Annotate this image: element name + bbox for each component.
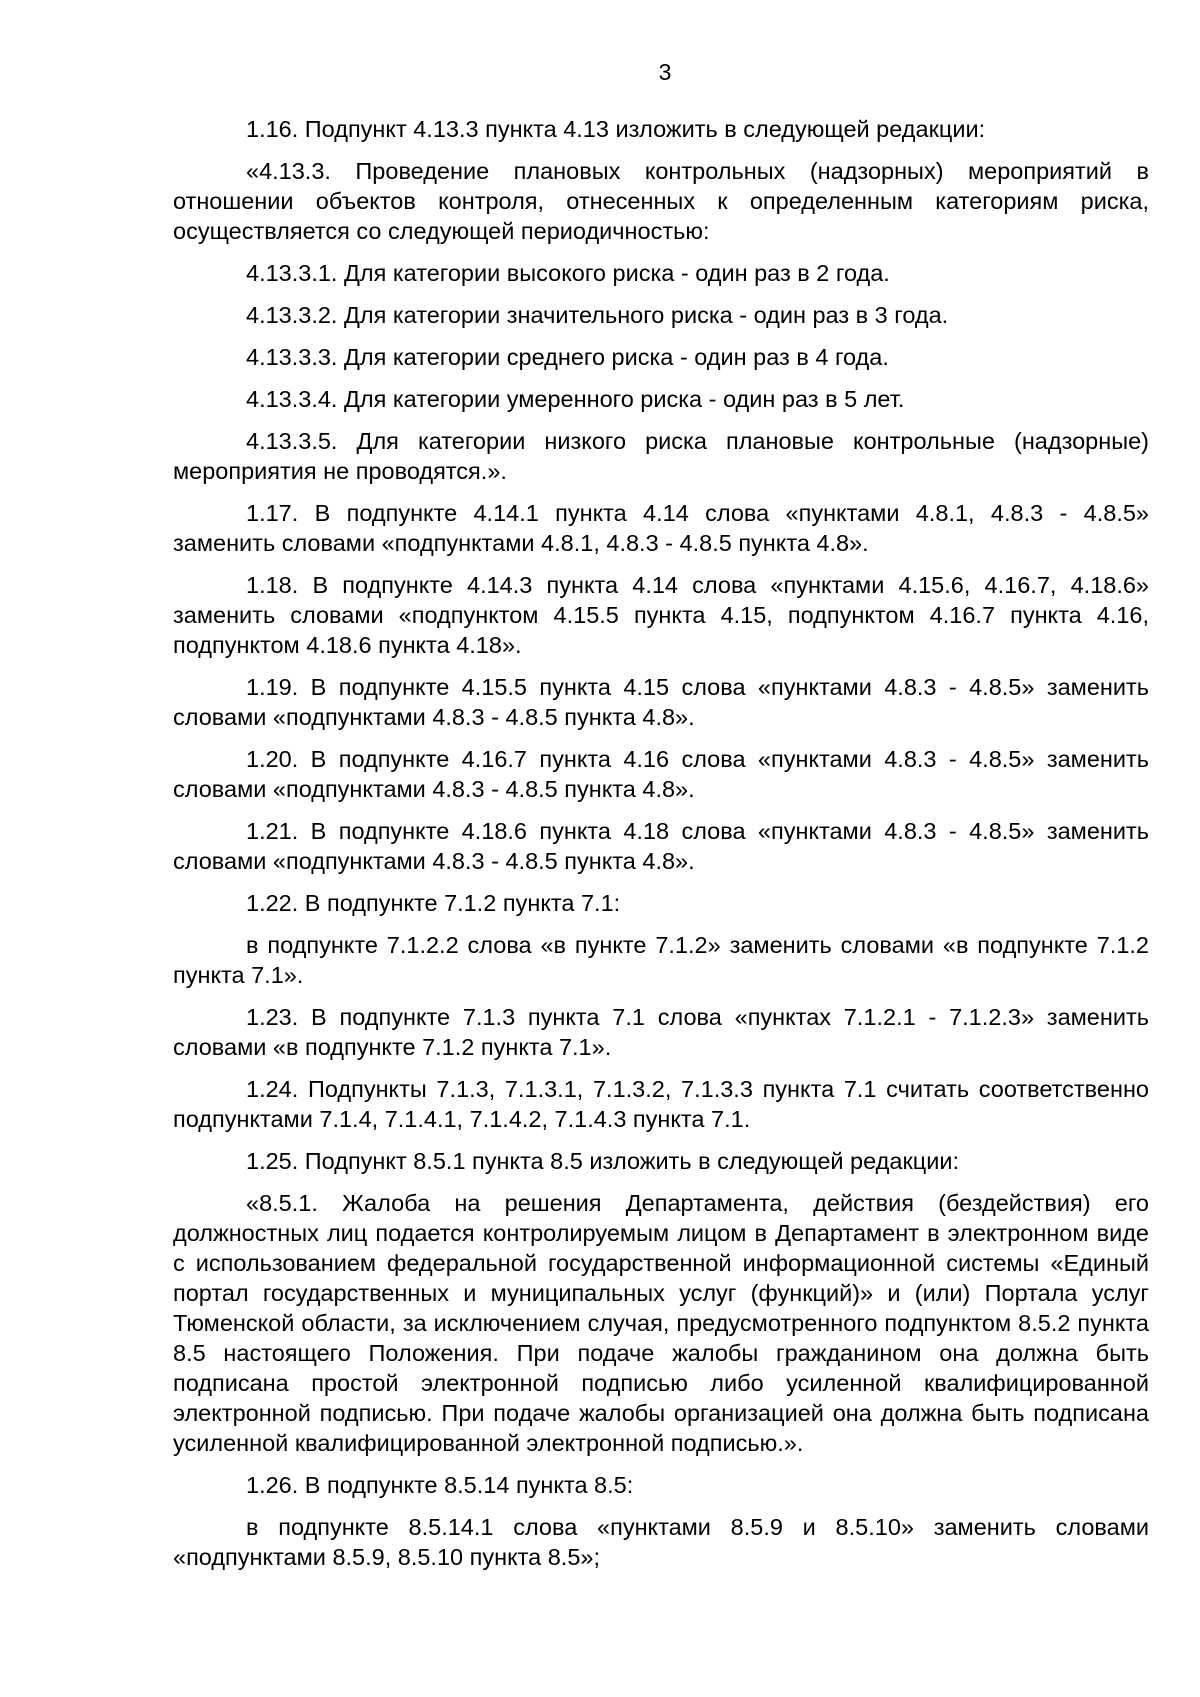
paragraph-4-13-3: «4.13.3. Проведение плановых контрольных (надзорных) мероприятий в отношении объектов контроля, отнесенных к определенным категориям риска, осуществляется со следующей периодичностью: xyxy=(173,158,1149,244)
paragraph-1-26-sub: в подпункте 8.5.14.1 слова «пунктами 8.5.9 и 8.5.10» заменить словами «подпунктами 8.5.9, 8.5.10 пункта 8.5»; xyxy=(173,1514,1149,1570)
paragraph-8-5-1: «8.5.1. Жалоба на решения Департамента, действия (бездействия) его должностных лиц подается контролируемым лицом в Департамент в электронном виде с использованием федеральной государственной информационной системы «Единый портал государственных и муниципальных услуг (функций)» и (или) Портала услуг Тюменской области, за исключением случая, предусмотренного подпунктом 8.5.2 пункта 8.5 настоящего Положения. При подаче жалобы гражданином она должна быть подписана простой электронной подписью либо усиленной квалифицированной электронной подписью. При подаче жалобы организацией она должна быть подписана усиленной квалифицированной электронной подписью.». xyxy=(173,1190,1149,1456)
paragraph-1-23: 1.23. В подпункте 7.1.3 пункта 7.1 слова «пунктах 7.1.2.1 - 7.1.2.3» заменить словами «в подпункте 7.1.2 пункта 7.1». xyxy=(173,1004,1149,1060)
paragraph-4-13-3-4: 4.13.3.4. Для категории умеренного риска - один раз в 5 лет. xyxy=(246,386,905,412)
paragraph-4-13-3-3: 4.13.3.3. Для категории среднего риска - один раз в 4 года. xyxy=(246,344,889,370)
paragraph-1-21: 1.21. В подпункте 4.18.6 пункта 4.18 слова «пунктами 4.8.3 - 4.8.5» заменить словами «подпунктами 4.8.3 - 4.8.5 пункта 4.8». xyxy=(173,818,1149,874)
page-number: 3 xyxy=(658,59,672,85)
paragraph-1-16: 1.16. Подпункт 4.13.3 пункта 4.13 изложить в следующей редакции: xyxy=(246,116,986,142)
paragraph-1-25: 1.25. Подпункт 8.5.1 пункта 8.5 изложить в следующей редакции: xyxy=(246,1148,959,1174)
paragraph-4-13-3-1: 4.13.3.1. Для категории высокого риска - один раз в 2 года. xyxy=(246,260,890,286)
paragraph-1-22-sub: в подпункте 7.1.2.2 слова «в пункте 7.1.2» заменить словами «в подпункте 7.1.2 пункта 7.1». xyxy=(173,932,1149,988)
paragraph-1-19: 1.19. В подпункте 4.15.5 пункта 4.15 слова «пунктами 4.8.3 - 4.8.5» заменить словами «подпунктами 4.8.3 - 4.8.5 пункта 4.8». xyxy=(173,674,1149,730)
document-body xyxy=(173,114,1149,1584)
paragraph-4-13-3-5: 4.13.3.5. Для категории низкого риска плановые контрольные (надзорные) мероприятия не проводятся.». xyxy=(173,428,1149,484)
paragraph-1-24: 1.24. Подпункты 7.1.3, 7.1.3.1, 7.1.3.2, 7.1.3.3 пункта 7.1 считать соответственно подпунктами 7.1.4, 7.1.4.1, 7.1.4.2, 7.1.4.3 пункта 7.1. xyxy=(173,1076,1149,1132)
paragraph-1-22: 1.22. В подпункте 7.1.2 пункта 7.1: xyxy=(246,890,621,916)
paragraph-1-26: 1.26. В подпункте 8.5.14 пункта 8.5: xyxy=(246,1472,634,1498)
paragraph-4-13-3-2: 4.13.3.2. Для категории значительного риска - один раз в 3 года. xyxy=(246,302,949,328)
paragraph-1-17: 1.17. В подпункте 4.14.1 пункта 4.14 слова «пунктами 4.8.1, 4.8.3 - 4.8.5» заменить словами «подпунктами 4.8.1, 4.8.3 - 4.8.5 пункта 4.8». xyxy=(173,500,1149,556)
paragraph-1-18: 1.18. В подпункте 4.14.3 пункта 4.14 слова «пунктами 4.15.6, 4.16.7, 4.18.6» заменить словами «подпунктом 4.15.5 пункта 4.15, подпунктом 4.16.7 пункта 4.16, подпунктом 4.18.6 пункта 4.18». xyxy=(173,572,1149,658)
paragraph-1-20: 1.20. В подпункте 4.16.7 пункта 4.16 слова «пунктами 4.8.3 - 4.8.5» заменить словами «подпунктами 4.8.3 - 4.8.5 пункта 4.8». xyxy=(173,746,1149,802)
